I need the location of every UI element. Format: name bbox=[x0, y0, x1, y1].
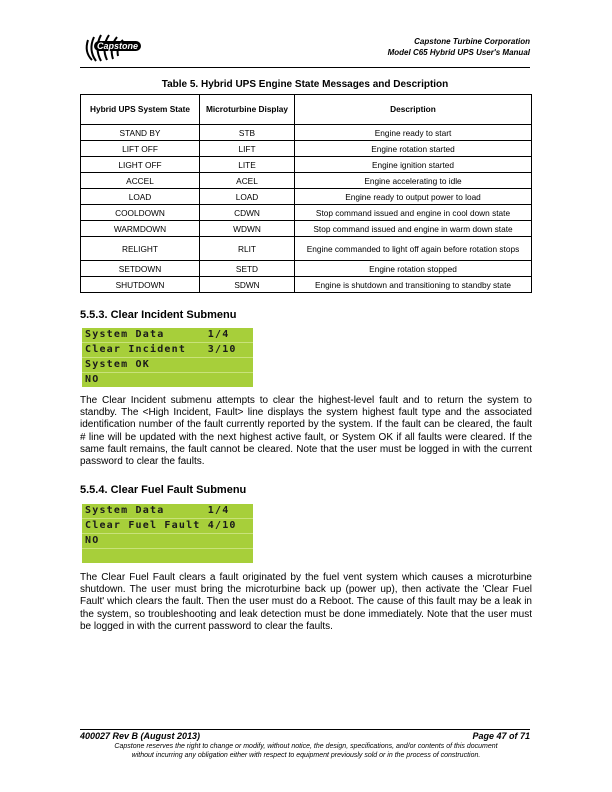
display-cell: LIFT bbox=[200, 141, 295, 157]
lcd-display-clear-incident bbox=[82, 328, 253, 387]
state-cell: ACCEL bbox=[81, 173, 200, 189]
footer-disclaimer bbox=[80, 742, 532, 760]
lcd-display-clear-fuel-fault bbox=[82, 504, 253, 563]
column-header: Microturbine Display bbox=[200, 95, 295, 125]
state-cell: STAND BY bbox=[81, 125, 200, 141]
display-cell: LOAD bbox=[200, 189, 295, 205]
display-cell: WDWN bbox=[200, 221, 295, 237]
display-cell: STB bbox=[200, 125, 295, 141]
table-row bbox=[81, 173, 532, 189]
table-row bbox=[81, 237, 532, 261]
description-cell: Engine accelerating to idle bbox=[295, 173, 532, 189]
disclaimer-line: without incurring any obligation either with respect to equipment previously sold or in the process of construction. bbox=[131, 752, 481, 759]
lcd-line: Clear Incident 3/10 bbox=[82, 343, 253, 358]
header-rule bbox=[80, 67, 530, 68]
lcd-line: Clear Fuel Fault 4/10 bbox=[82, 519, 253, 534]
paragraph-clear-fuel-fault: The Clear Fuel Fault clears a fault originated by the fuel vent system which causes a microturbine shutdown. The user must bring the microturbine back up (power up), then activate the 'Clear Fuel Fault' which clears the fault. Then the user must do a Reboot. The cause of this fault may be a leak in the system, so troubleshooting and leak detection must be done immediately. Note that the user must be logged in with the current password to clear the faults. bbox=[80, 572, 532, 632]
document-id: 400027 Rev B (August 2013) bbox=[80, 731, 201, 741]
footer-rule bbox=[80, 729, 530, 730]
state-cell: LIGHT OFF bbox=[81, 157, 200, 173]
state-cell: LOAD bbox=[81, 189, 200, 205]
table-row bbox=[81, 277, 532, 293]
lcd-line: NO bbox=[85, 374, 100, 385]
table-row bbox=[81, 141, 532, 157]
capstone-logo bbox=[80, 30, 160, 64]
state-cell: SHUTDOWN bbox=[81, 277, 200, 293]
lcd-line bbox=[82, 549, 253, 563]
table-row bbox=[81, 157, 532, 173]
state-cell: LIFT OFF bbox=[81, 141, 200, 157]
lcd-line: System Data 1/4 bbox=[82, 504, 253, 519]
display-cell: RLIT bbox=[200, 237, 295, 261]
state-cell: WARMDOWN bbox=[81, 221, 200, 237]
table-row bbox=[81, 221, 532, 237]
description-cell: Engine is shutdown and transitioning to standby state bbox=[295, 277, 532, 293]
state-cell: RELIGHT bbox=[81, 237, 200, 261]
table-row bbox=[81, 205, 532, 221]
table-row bbox=[81, 125, 532, 141]
paragraph-clear-incident: The Clear Incident submenu attempts to clear the highest-level fault and to return the system to standby. The <High Incident, Fault> line displays the system highest fault type and the associated identification number of the fault currently reported by the system. If the fault can be cleared, the fault # line will be updated with the next highest active fault, or System OK if all faults were cleared. If the same fault remains, the fault cannot be cleared. Note that the user must be logged in with the current password to clear the faults. bbox=[80, 395, 532, 468]
state-cell: COOLDOWN bbox=[81, 205, 200, 221]
lcd-line: NO bbox=[82, 534, 253, 549]
description-cell: Stop command issued and engine in warm down state bbox=[295, 221, 532, 237]
table-title: Table 5. Hybrid UPS Engine State Messages and Description bbox=[161, 79, 449, 90]
description-cell: Engine rotation stopped bbox=[295, 261, 532, 277]
table-row bbox=[81, 189, 532, 205]
table-row bbox=[81, 261, 532, 277]
description-cell: Engine ready to output power to load bbox=[295, 189, 532, 205]
display-cell: ACEL bbox=[200, 173, 295, 189]
section-heading-clear-fuel-fault: 5.5.4. Clear Fuel Fault Submenu bbox=[80, 484, 247, 496]
company-name: Capstone Turbine Corporation bbox=[414, 37, 530, 46]
engine-state-table bbox=[80, 94, 532, 293]
display-cell: LITE bbox=[200, 157, 295, 173]
logo-wordmark: Capstone bbox=[94, 41, 141, 51]
manual-title: Model C65 Hybrid UPS User's Manual bbox=[387, 48, 530, 57]
table-header-row bbox=[81, 95, 532, 125]
column-header: Description bbox=[295, 95, 532, 125]
page-number: Page 47 of 71 bbox=[472, 731, 530, 741]
section-heading-clear-incident: 5.5.3. Clear Incident Submenu bbox=[80, 309, 237, 321]
description-cell: Engine ready to start bbox=[295, 125, 532, 141]
disclaimer-line: Capstone reserves the right to change or modify, without notice, the design, specifications, and/or contents of this document bbox=[114, 743, 498, 750]
description-cell: Engine commanded to light off again before rotation stops bbox=[295, 237, 532, 261]
column-header: Hybrid UPS System State bbox=[81, 95, 200, 125]
description-cell: Engine rotation started bbox=[295, 141, 532, 157]
description-cell: Stop command issued and engine in cool down state bbox=[295, 205, 532, 221]
state-cell: SETDOWN bbox=[81, 261, 200, 277]
display-cell: SDWN bbox=[200, 277, 295, 293]
display-cell: CDWN bbox=[200, 205, 295, 221]
lcd-line: System OK bbox=[82, 358, 253, 373]
lcd-line: System Data 1/4 bbox=[82, 328, 253, 343]
display-cell: SETD bbox=[200, 261, 295, 277]
description-cell: Engine ignition started bbox=[295, 157, 532, 173]
running-header bbox=[388, 36, 530, 58]
